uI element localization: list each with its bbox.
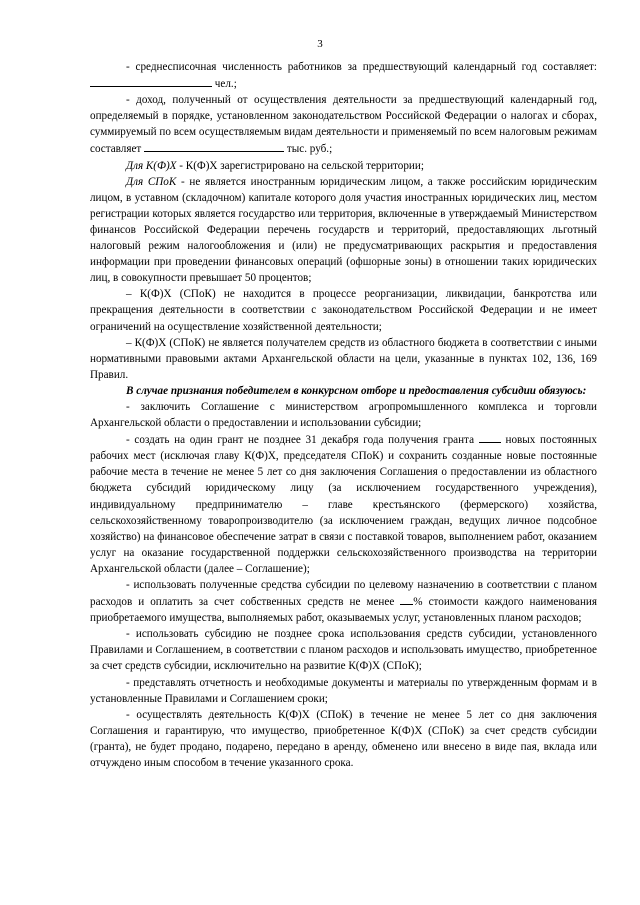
jobs-text-rest: новых постоянных рабочих мест (исключая главу К(Ф)Х, председателя СПоК) и сохранить созданные новые постоянные рабочие места в течение не менее 5 лет со дня заключения Соглашения о предоставлении из областного бюджета субсидий юридическому лицу (за исключением государственного учреждения), индивидуальному предпринимателю – главе крестьянского (фермерского) хозяйства, сельскохозяйственному товаропроизводителю (за исключением граждан, ведущих личное подсобное хозяйство) на финансовое обеспечение затрат в связи с поставкой товаров, выполнением работ, оказанием услуг на оказание государственной поддержки сельскохозяйственного производства на территории Архангельской области (далее – Соглашение); bbox=[90, 434, 597, 575]
employee-count-text: - среднесписочная численность работников за предшествующий календарный год составляет: bbox=[126, 61, 597, 73]
paragraph-agreement: - заключить Соглашение с министерством агропромышленного комплекса и торговли Архангельской области о предоставлении и использовании субсидии; bbox=[90, 400, 597, 430]
paragraph-reporting: - представлять отчетность и необходимые документы и материалы по утвержденным формам и в установленные Правилами и Соглашением сроки; bbox=[90, 676, 597, 705]
kfh-text: - К(Ф)Х зарегистрировано на сельской территории; bbox=[176, 159, 424, 172]
spok-lead: Для СПоК bbox=[126, 175, 177, 188]
percent-blank bbox=[400, 593, 413, 605]
paragraph-use-funds bbox=[90, 577, 597, 626]
use-funds-text-rest: % стоимости каждого наименования приобретаемого имущества, выполняемых работ, оказываемых услуг, установленных планом расходов; bbox=[90, 596, 597, 625]
paragraph-spok-foreign bbox=[90, 174, 597, 287]
paragraph-income bbox=[90, 92, 597, 157]
page-number: 3 bbox=[317, 38, 323, 50]
paragraph-employee-count bbox=[90, 59, 597, 92]
paragraph-operate-five-years: - осуществлять деятельность К(Ф)Х (СПоК) в течение не менее 5 лет со дня заключения Соглашения и гарантирую, что имущество, приобретенное К(Ф)Х (СПоК) за счет средств субсидии (гранта), не будет продано, подарено, передано в аренду, обменено или внесено в виде пая, вклада или отчуждено иным способом в течение указанного срока. bbox=[90, 708, 597, 770]
spok-text: - не является иностранным юридическим лицом, а также российским юридическим лицом, в уставном (складочном) капитале которого доля участия иностранных юридических лиц, местом регистрации которых является государство или территория, включенные в утверждаемый Министерством финансов Российской Федерации перечень государств и территорий, предоставляющих льготный налоговый режим налогообложения и (или) не предусматривающих раскрытия и предоставления информации при проведении финансовых операций (офшорные зоны) в отношении таких юридических лиц, в совокупности превышает 50 процентов; bbox=[90, 175, 597, 285]
employee-count-unit: чел.; bbox=[214, 78, 237, 91]
paragraph-use-deadline: - использовать субсидию не позднее срока использования средств субсидии, установленного Правилами и Соглашением, в соответствии с планом расходов и использовать имущество, приобретенное за счет средств субсидии, исключительно на развитие К(Ф)Х (СПоК); bbox=[90, 628, 597, 673]
income-text: - доход, полученный от осуществления деятельности за предшествующий календарный год, определяемый в порядке, установленном законодательством Российской Федерации о налогах и сборах, суммируемый по всем осуществляемым видам деятельности и применяемый по всем налоговым режимам составляет bbox=[90, 94, 597, 156]
paragraph-jobs bbox=[90, 431, 597, 577]
jobs-count-blank bbox=[479, 431, 501, 443]
paragraph-kfh-rural bbox=[90, 158, 597, 174]
use-funds-text-start: - использовать полученные средства субсидии по целевому назначению в соответствии с планом расходов и оплатить за счет собственных средств не менее bbox=[90, 579, 597, 609]
income-unit: тыс. руб.; bbox=[286, 143, 333, 156]
document-body bbox=[90, 59, 597, 771]
paragraph-not-recipient: – К(Ф)Х (СПоК) не является получателем средств из областного бюджета в соответствии с иными нормативными правовыми актами Архангельской области на цели, указанные в пунктах 102, 136, 169 Правил. bbox=[90, 336, 597, 381]
obligations-heading: В случае признания победителем в конкурсном отборе и предоставления субсидии обязуюсь: bbox=[126, 384, 587, 397]
paragraph-no-reorganization: – К(Ф)Х (СПоК) не находится в процессе реорганизации, ликвидации, банкротства или прекращения деятельности в соответствии с законодательством Российской Федерации и не имеет ограничений на осуществление хозяйственной деятельности; bbox=[90, 288, 597, 333]
income-blank bbox=[144, 140, 284, 152]
jobs-text-start: - создать на один грант не позднее 31 декабря года получения гранта bbox=[126, 434, 475, 447]
kfh-lead: Для К(Ф)Х bbox=[126, 159, 177, 172]
employee-count-blank bbox=[90, 75, 212, 87]
